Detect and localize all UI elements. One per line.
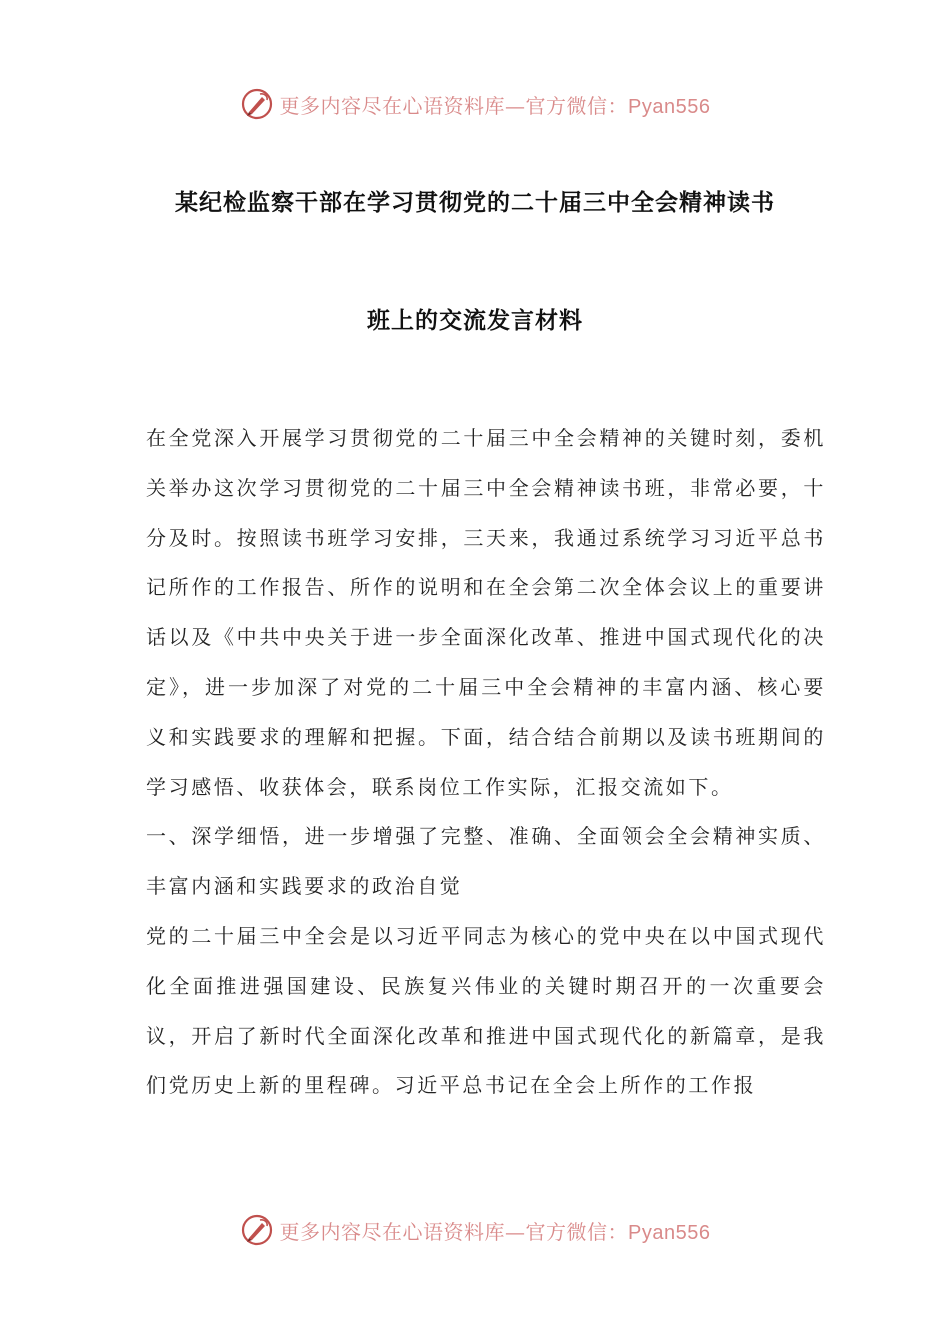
footer-watermark — [0, 1208, 950, 1252]
document-title-line-1: 某纪检监察干部在学习贯彻党的二十届三中全会精神读书 — [175, 190, 775, 216]
watermark-handle: Pyan556 — [628, 1221, 711, 1244]
pen-logo-icon — [240, 1213, 274, 1247]
pen-logo-icon — [240, 87, 274, 121]
header-watermark — [0, 82, 950, 126]
watermark-handle: Pyan556 — [628, 95, 711, 118]
watermark-label: 更多内容尽在心语资料库—官方微信： — [279, 1219, 629, 1244]
watermark-text — [280, 1216, 711, 1245]
watermark-text — [280, 90, 711, 119]
paragraph-section-1: 党的二十届三中全会是以习近平同志为核心的党中央在以中国式现代化全面推进强国建设、民族复兴伟业的关键时期召开的一次重要会议，开启了新时代全面深化改革和推进中国式现代化的新篇章，是我们党历史上新的里程碑。习近平总书记在全会上所作的工作报 — [146, 923, 826, 1098]
section-heading-1: 一、深学细悟，进一步增强了完整、准确、全面领会全会精神实质、丰富内涵和实践要求的政治自觉 — [146, 824, 826, 899]
paragraph-intro: 在全党深入开展学习贯彻党的二十届三中全会精神的关键时刻，委机关举办这次学习贯彻党的二十届三中全会精神读书班，非常必要，十分及时。按照读书班学习安排，三天来，我通过系统学习习近平总书记所作的工作报告、所作的说明和在全会第二次全体会议上的重要讲话以及《中共中央关于进一步全面深化改革、推进中国式现代化的决定》，进一步加深了对党的二十届三中全会精神的丰富内涵、核心要义和实践要求的理解和把握。下面，结合结合前期以及读书班期间的学习感悟、收获体会，联系岗位工作实际，汇报交流如下。 — [146, 426, 826, 799]
watermark-label: 更多内容尽在心语资料库—官方微信： — [279, 93, 629, 118]
document-body — [146, 414, 826, 1111]
document-title-line-2: 班上的交流发言材料 — [367, 308, 583, 334]
